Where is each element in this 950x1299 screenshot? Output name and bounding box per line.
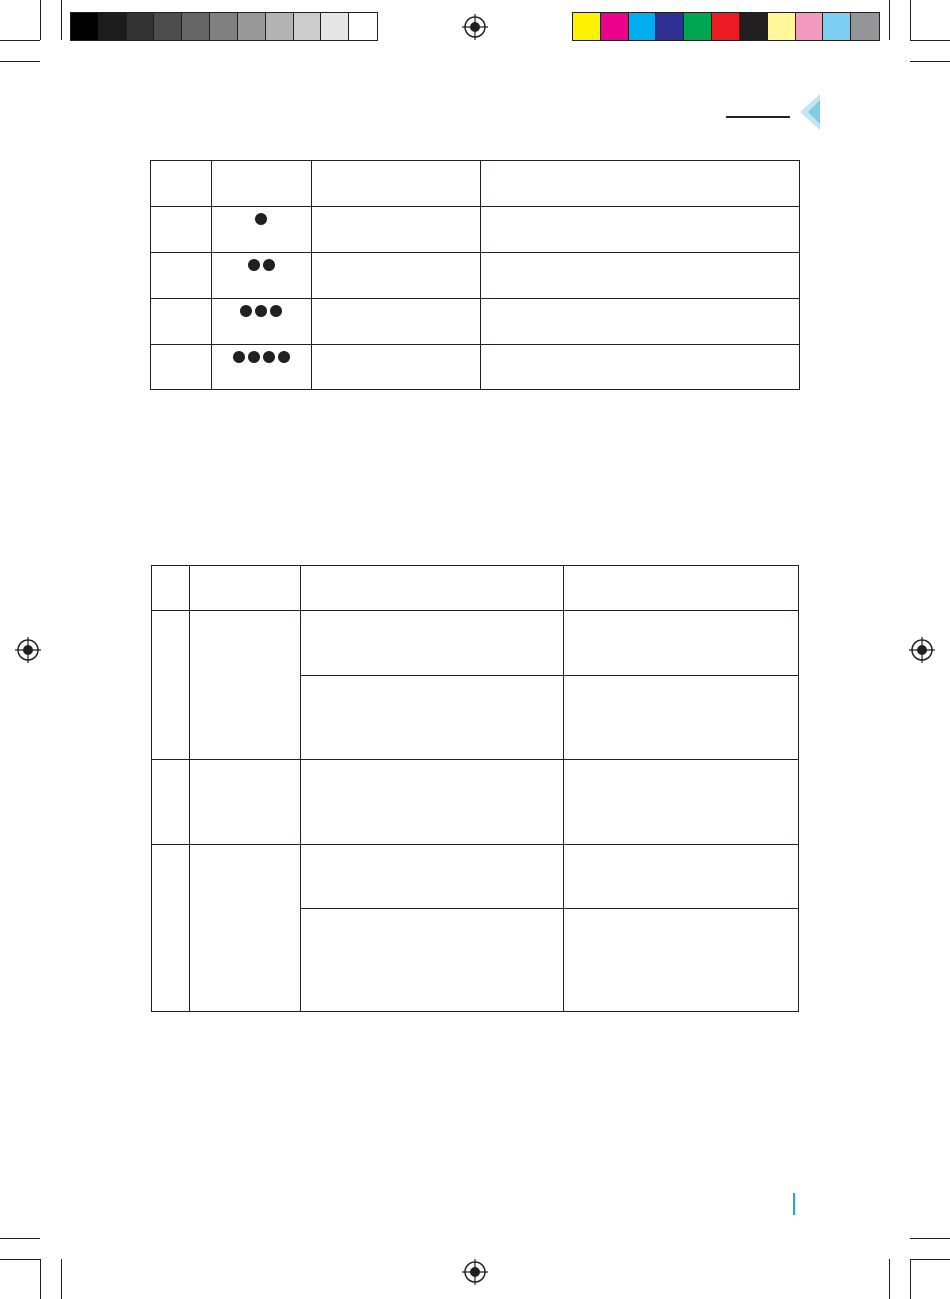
- table-cell: [151, 345, 212, 390]
- color-swatch: [127, 13, 155, 40]
- color-swatch: [712, 13, 740, 40]
- color-swatch: [656, 13, 684, 40]
- table-cell: [300, 566, 564, 611]
- table-cell: [189, 845, 300, 1012]
- table-cell: [151, 253, 212, 299]
- crop-mark: [0, 1259, 40, 1260]
- dot-icon: [278, 351, 290, 363]
- table-cell: [151, 299, 212, 345]
- table-cell: [311, 299, 480, 345]
- crop-mark: [61, 1259, 62, 1299]
- color-swatch: [629, 13, 657, 40]
- table-cell: [300, 676, 564, 760]
- color-swatch: [349, 13, 377, 40]
- crop-mark: [910, 1259, 950, 1260]
- dot-rating: [212, 345, 311, 363]
- crop-mark: [910, 40, 950, 41]
- table-cell: [151, 161, 212, 207]
- table-row: [151, 207, 800, 253]
- table-cell: [211, 207, 311, 253]
- table-cell: [189, 760, 300, 845]
- table-cell: [189, 566, 300, 611]
- dot-rating: [212, 207, 311, 225]
- table-cell: [311, 207, 480, 253]
- table-cell: [300, 611, 564, 676]
- crop-mark: [910, 61, 950, 62]
- table-header-row: [152, 566, 799, 611]
- crop-mark: [889, 0, 890, 40]
- table-cell: [564, 566, 799, 611]
- crop-mark: [910, 1259, 911, 1299]
- color-swatch: [266, 13, 294, 40]
- table-cell: [564, 676, 799, 760]
- crop-mark: [0, 61, 40, 62]
- color-swatch: [182, 13, 210, 40]
- color-swatch: [823, 13, 851, 40]
- triangle-tab-icon: [800, 94, 824, 130]
- dot-icon: [233, 351, 245, 363]
- color-swatch: [294, 13, 322, 40]
- color-swatch: [238, 13, 266, 40]
- table-dots: [150, 160, 800, 390]
- table-cell: [300, 909, 564, 1012]
- color-swatch: [573, 13, 601, 40]
- table-row: [151, 161, 800, 207]
- table-cell: [564, 611, 799, 676]
- table-cell: [211, 299, 311, 345]
- crop-mark: [40, 0, 41, 40]
- table-cell: [211, 345, 311, 390]
- table-cell: [300, 760, 564, 845]
- table-row: [152, 845, 799, 909]
- dot-rating: [212, 299, 311, 317]
- process-color-bar: [572, 12, 880, 41]
- color-swatch: [210, 13, 238, 40]
- color-swatch: [99, 13, 127, 40]
- crop-mark: [61, 0, 62, 40]
- crop-mark: [0, 40, 40, 41]
- table-cell: [152, 845, 190, 1012]
- table-cell: [211, 161, 311, 207]
- table-cell: [480, 253, 799, 299]
- color-swatch: [684, 13, 712, 40]
- dot-icon: [248, 351, 260, 363]
- color-swatch: [768, 13, 796, 40]
- table-cell: [152, 611, 190, 760]
- table-cell: [564, 760, 799, 845]
- table-row: [151, 345, 800, 390]
- table-cell: [480, 299, 799, 345]
- color-swatch: [851, 13, 879, 40]
- table-row: [152, 611, 799, 676]
- table-cell: [311, 345, 480, 390]
- table-cell: [300, 845, 564, 909]
- table-cell: [311, 161, 480, 207]
- dot-icon: [263, 351, 275, 363]
- color-swatch: [154, 13, 182, 40]
- header-rule: [726, 116, 790, 118]
- table-cell: [480, 161, 799, 207]
- dot-icon: [248, 259, 260, 271]
- registration-mark-icon: [462, 1259, 488, 1285]
- registration-mark-icon: [909, 637, 935, 663]
- color-swatch: [740, 13, 768, 40]
- table-cell: [152, 566, 190, 611]
- page-number-marker: [793, 1193, 795, 1215]
- table-cell: [152, 760, 190, 845]
- table-grouped: [151, 565, 799, 1012]
- dot-icon: [255, 305, 267, 317]
- dot-rating: [212, 253, 311, 271]
- dot-icon: [263, 259, 275, 271]
- crop-mark: [889, 1259, 890, 1299]
- grayscale-bar: [70, 12, 378, 41]
- table-cell: [564, 909, 799, 1012]
- table-cell: [480, 345, 799, 390]
- table-row: [151, 253, 800, 299]
- registration-mark-icon: [462, 14, 488, 40]
- table-cell: [311, 253, 480, 299]
- crop-mark: [40, 1259, 41, 1299]
- crop-mark: [910, 1238, 950, 1239]
- table-cell: [189, 611, 300, 760]
- color-swatch: [601, 13, 629, 40]
- color-swatch: [321, 13, 349, 40]
- dot-icon: [240, 305, 252, 317]
- color-swatch: [71, 13, 99, 40]
- crop-mark: [0, 1238, 40, 1239]
- dot-icon: [270, 305, 282, 317]
- color-swatch: [796, 13, 824, 40]
- table-cell: [564, 845, 799, 909]
- registration-mark-icon: [15, 637, 41, 663]
- table-cell: [151, 207, 212, 253]
- table-cell: [211, 253, 311, 299]
- dot-icon: [255, 213, 267, 225]
- table-row: [151, 299, 800, 345]
- table-row: [152, 760, 799, 845]
- table-cell: [480, 207, 799, 253]
- crop-mark: [910, 0, 911, 40]
